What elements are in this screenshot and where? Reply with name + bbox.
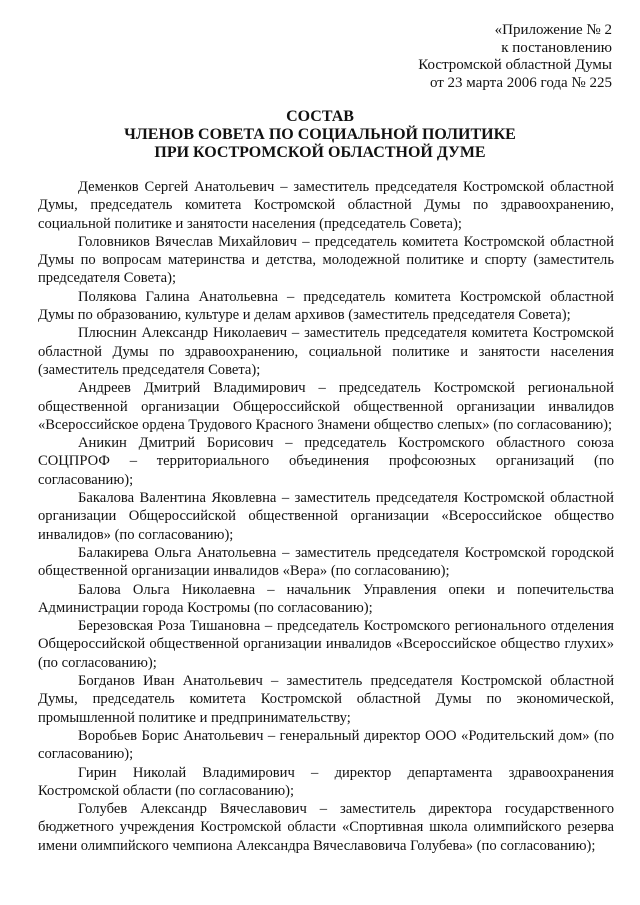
- member-entry: Андреев Дмитрий Владимирович – председатель Костромской региональной общественной организации Общероссийской общественной организации инвалидов «Всероссийское ордена Трудового Красного Знамени общество слепых» (по согласованию);: [38, 380, 614, 433]
- member-entry: Головников Вячеслав Михайлович – председатель комитета Костромской областной Думы по вопросам материнства и детства, молодежной политике и спорту (заместитель председателя Совета);: [38, 233, 614, 287]
- title-line: ЧЛЕНОВ СОВЕТА ПО СОЦИАЛЬНОЙ ПОЛИТИКЕ: [124, 126, 516, 143]
- member-entry: Березовская Роза Тишановна – председатель Костромского регионального отделения Общероссийской общественной организации инвалидов «Всероссийское общество глухих» (по согласованию);: [38, 618, 614, 671]
- member-entry: Бакалова Валентина Яковлевна – заместитель председателя Костромской областной организации Общероссийской общественной организации «Всероссийское общество инвалидов» (по согласованию);: [38, 490, 614, 543]
- appendix-header: [312, 22, 612, 92]
- member-entry: Полякова Галина Анатольевна – председатель комитета Костромской областной Думы по образованию, культуре и делам архивов (заместитель председателя Совета);: [38, 288, 614, 324]
- member-entry: Голубев Александр Вячеславович – заместитель директора государственного бюджетного учреждения Костромской области «Спортивная школа олимпийского резерва имени олимпийского чемпиона Александра Вячеславовича Голубева» (по согласованию);: [38, 801, 614, 854]
- member-entry: Воробьев Борис Анатольевич – генеральный директор ООО «Родительский дом» (по согласованию);: [38, 727, 614, 763]
- member-entry: Гирин Николай Владимирович – директор департамента здравоохранения Костромской области (по согласованию);: [38, 764, 614, 799]
- appendix-header-line: «Приложение № 2: [494, 22, 612, 38]
- appendix-header-line: Костромской областной Думы: [418, 57, 612, 73]
- member-entry: Богданов Иван Анатольевич – заместитель председателя Костромской областной Думы, председатель комитета Костромской областной Думы по экономической, промышленной политике и предпринимательству;: [38, 673, 614, 726]
- appendix-header-line: к постановлению: [501, 39, 612, 56]
- member-entry: Плюснин Александр Николаевич – заместитель председателя комитета Костромской областной Думы по здравоохранению, социальной политике и занятости населения (заместитель председателя Совета);: [38, 325, 614, 378]
- appendix-header-line: от 23 марта 2006 года № 225: [429, 74, 612, 91]
- member-entry: Аникин Дмитрий Борисович – председатель Костромского областного союза СОЦПРОФ – территориального объединения профсоюзных организаций (по согласованию);: [38, 435, 614, 488]
- member-entry: Балакирева Ольга Анатольевна – заместитель председателя Костромской городской общественной организации инвалидов «Вера» (по согласованию);: [38, 544, 614, 580]
- member-entry: Деменков Сергей Анатольевич – заместитель председателя Костромской областной Думы, председатель комитета Костромской областной Думы по здравоохранению, социальной политике и занятости населения (председатель Совета);: [38, 179, 614, 232]
- member-entry: Балова Ольга Николаевна – начальник Управления опеки и попечительства Администрации города Костромы (по согласованию);: [38, 581, 614, 616]
- members-list: [38, 178, 614, 855]
- title-line: ПРИ КОСТРОМСКОЙ ОБЛАСТНОЙ ДУМЕ: [154, 144, 486, 161]
- title-line: СОСТАВ: [286, 108, 354, 125]
- document-title: [0, 108, 640, 162]
